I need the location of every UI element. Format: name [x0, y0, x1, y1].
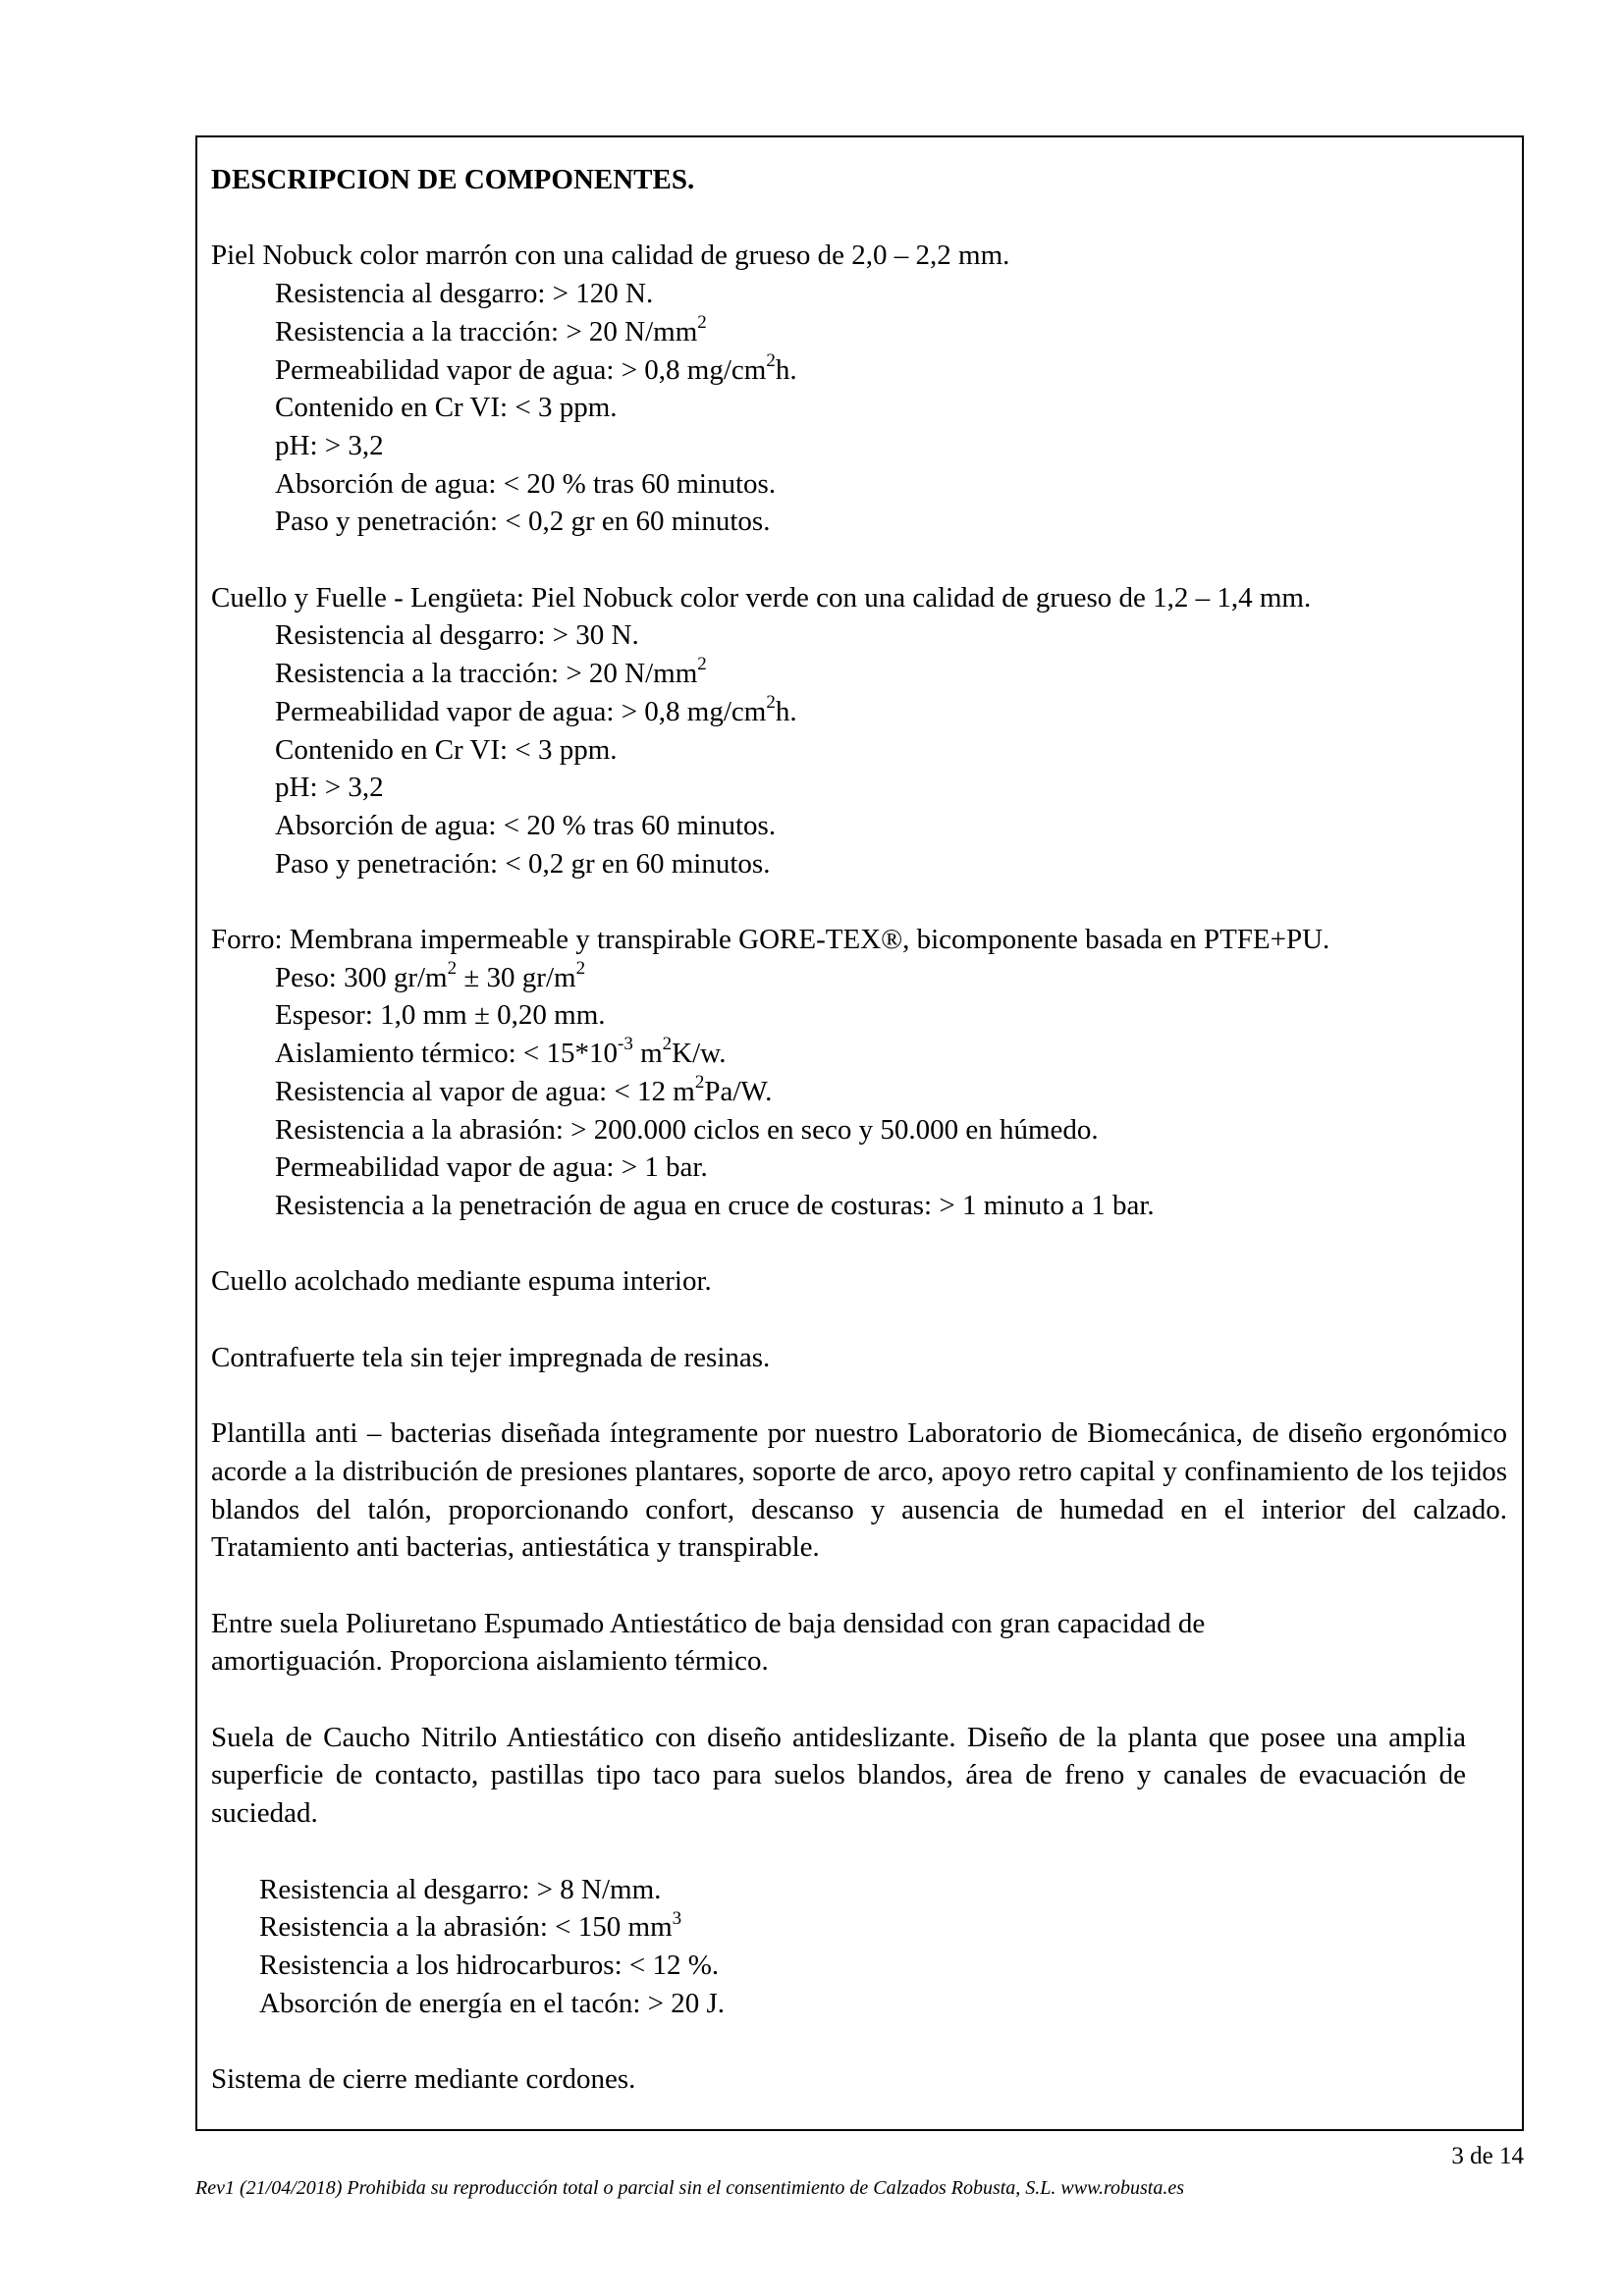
- suela-properties: [211, 1871, 1507, 2023]
- forro-vapor-text: Resistencia al vapor de agua: < 12 m: [275, 1075, 695, 1107]
- cuello-traccion-sup: 2: [697, 654, 707, 675]
- forro-peso: [211, 959, 1507, 997]
- forro-aislamiento-unit: K/w.: [672, 1038, 727, 1070]
- cuello-section: [211, 579, 1507, 883]
- piel-cromo: Contenido en Cr VI: < 3 ppm.: [275, 392, 618, 424]
- cuello-permeabilidad-sup: 2: [766, 692, 776, 714]
- cuello-desgarro: Resistencia al desgarro: > 30 N.: [275, 619, 639, 652]
- cuello-ph: pH: > 3,2: [275, 772, 384, 804]
- sistema-cierre: Sistema de cierre mediante cordones.: [211, 2063, 636, 2095]
- forro-aislamiento: [211, 1035, 1507, 1073]
- forro-aislamiento-text: Aislamiento térmico: < 15*10: [275, 1038, 618, 1070]
- plantilla-paragraph: Plantilla anti – bacterias diseñada íntegramente por nuestro Laboratorio de Biomecánica, de diseño ergonómico acorde a la distribución de presiones plantares, soporte de arco, apoyo retro capital y confinamiento de los tejidos blandos del talón, proporcionando confort, descanso y ausencia de humedad en el interior del calzado. Tratamiento anti bacterias, antiestática y transpirable.: [211, 1417, 1507, 1564]
- piel-traccion-sup: 2: [697, 312, 707, 334]
- forro-espesor: Espesor: 1,0 mm ± 0,20 mm.: [275, 999, 606, 1032]
- cuello-intro: Cuello y Fuelle - Lengüeta: Piel Nobuck color verde con una calidad de grueso de 1,2 – 1,4 mm.: [211, 581, 1312, 614]
- section-heading: DESCRIPCION DE COMPONENTES.: [211, 164, 695, 195]
- piel-traccion-text: Resistencia a la tracción: > 20 N/mm: [275, 315, 698, 347]
- forro-abrasion: Resistencia a la abrasión: > 200.000 ciclos en seco y 50.000 en húmedo.: [275, 1113, 1099, 1146]
- forro-peso-text: Peso: 300 gr/m: [275, 961, 448, 993]
- cuello-traccion: [211, 655, 1507, 693]
- forro-permeabilidad: Permeabilidad vapor de agua: > 1 bar.: [275, 1151, 708, 1184]
- forro-aislamiento-sup1: -3: [618, 1034, 633, 1055]
- piel-absorcion: Absorción de agua: < 20 % tras 60 minutos.: [275, 467, 777, 500]
- cuello-cromo: Contenido en Cr VI: < 3 ppm.: [275, 733, 618, 766]
- forro-peso-sup1: 2: [447, 958, 458, 980]
- piel-desgarro: Resistencia al desgarro: > 120 N.: [275, 278, 654, 310]
- document-body: [211, 161, 1507, 2099]
- suela-desgarro: Resistencia al desgarro: > 8 N/mm.: [259, 1873, 662, 1905]
- suela-energia: Absorción de energía en el tacón: > 20 J.: [259, 1987, 726, 2019]
- piel-section: [211, 237, 1507, 541]
- entresuela-paragraph: Entre suela Poliuretano Espumado Antiestático de baja densidad con gran capacidad de amortiguación. Proporciona aislamiento térmico.: [211, 1607, 1206, 1678]
- suela-abrasion-text: Resistencia a la abrasión: < 150 mm: [259, 1911, 673, 1944]
- cuello-permeabilidad: [211, 693, 1507, 731]
- piel-permeabilidad: [211, 351, 1507, 390]
- forro-peso-tolerance: ± 30 gr/m: [457, 961, 576, 993]
- suela-abrasion-sup: 3: [672, 1907, 682, 1929]
- cuello-penetracion: Paso y penetración: < 0,2 gr en 60 minutos.: [275, 847, 771, 880]
- piel-ph: pH: > 3,2: [275, 429, 384, 461]
- cuello-permeabilidad-text: Permeabilidad vapor de agua: > 0,8 mg/cm: [275, 695, 767, 727]
- piel-traccion: [211, 313, 1507, 351]
- cuello-acolchado: Cuello acolchado mediante espuma interior.: [211, 1265, 712, 1298]
- piel-permeabilidad-unit: h.: [775, 353, 797, 386]
- forro-vapor-unit: Pa/W.: [704, 1075, 773, 1107]
- forro-section: [211, 921, 1507, 1225]
- contrafuerte: Contrafuerte tela sin tejer impregnada de resinas.: [211, 1341, 771, 1373]
- forro-costuras: Resistencia a la penetración de agua en cruce de costuras: > 1 minuto a 1 bar.: [275, 1189, 1155, 1221]
- forro-aislamiento-m: m: [632, 1038, 663, 1070]
- cuello-absorcion: Absorción de agua: < 20 % tras 60 minutos.: [275, 809, 777, 841]
- cuello-traccion-text: Resistencia a la tracción: > 20 N/mm: [275, 658, 698, 690]
- piel-penetracion: Paso y penetración: < 0,2 gr en 60 minutos.: [275, 506, 771, 538]
- forro-vapor-sup: 2: [694, 1072, 705, 1094]
- footer-notice: Rev1 (21/04/2018) Prohibida su reproducción total o parcial sin el consentimiento de Calzados Robusta, S.L. www.robusta.es: [195, 2177, 1184, 2199]
- forro-peso-sup2: 2: [575, 958, 586, 980]
- suela-abrasion: [211, 1908, 1507, 1947]
- forro-intro: Forro: Membrana impermeable y transpirable GORE-TEX®, bicomponente basada en PTFE+PU.: [211, 924, 1330, 956]
- page-number: 3 de 14: [1451, 2143, 1524, 2169]
- piel-permeabilidad-text: Permeabilidad vapor de agua: > 0,8 mg/cm: [275, 353, 767, 386]
- forro-vapor: [211, 1073, 1507, 1111]
- suela-paragraph: Suela de Caucho Nitrilo Antiestático con diseño antideslizante. Diseño de la planta que posee una amplia superficie de contacto, pastillas tipo taco para suelos blandos, área de freno y canales de evacuación de suciedad.: [211, 1721, 1466, 1830]
- cuello-permeabilidad-unit: h.: [775, 695, 797, 727]
- piel-permeabilidad-sup: 2: [766, 349, 776, 371]
- forro-aislamiento-sup2: 2: [662, 1034, 673, 1055]
- piel-intro: Piel Nobuck color marrón con una calidad de grueso de 2,0 – 2,2 mm.: [211, 240, 1010, 272]
- suela-hidrocarburos: Resistencia a los hidrocarburos: < 12 %.: [259, 1949, 720, 1981]
